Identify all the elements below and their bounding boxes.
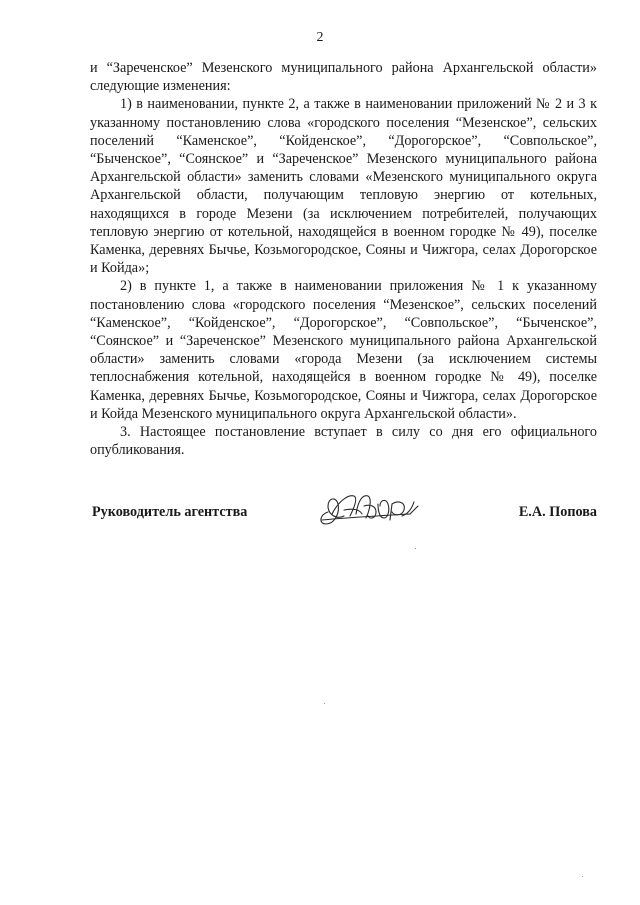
signature-block: [92, 484, 597, 534]
page-number: 2: [316, 30, 324, 45]
signatory-title: Руководитель агентства: [92, 504, 248, 520]
scan-speck: [415, 548, 416, 549]
paragraph-intro: и “Зареченское” Мезенского муниципального района Архангельской области» следующие изменения:: [90, 60, 597, 95]
signatory-name: Е.А. Попова: [518, 504, 597, 520]
handwritten-signature: [314, 484, 424, 534]
document-body: [90, 59, 597, 459]
paragraph-effective-date: 3. Настоящее постановление вступает в силу со дня его официального опубликования.: [90, 424, 597, 459]
paragraph-item-1: 1) в наименовании, пункте 2, а также в наименовании приложений № 2 и 3 к указанному постановлению слова «городского поселения “Мезенское”, сельских поселений “Каменское”, “Койденское”, “Дорогорское”, “Совпольское”, “Быченское”, “Соянское” и “Зареченское” Мезенского муниципального района Архангельской области» заменить словами «Мезенского муниципального округа Архангельской области, получающим тепловую энергию от котельных, находящихся в городе Мезени (за исключением потребителей, получающих тепловую энергию от котельной, находящейся в военном городке № 49), поселке Каменка, деревнях Бычье, Козьмогородское, Сояны и Чижгора, селах Дорогорское и Койда»;: [90, 96, 597, 277]
scan-speck: [582, 876, 583, 877]
paragraph-item-2: 2) в пункте 1, а также в наименовании приложения № 1 к указанному постановлению слова «городского поселения “Мезенское”, сельских поселений “Каменское”, “Койденское”, “Дорогорское”, “Совпольское”, “Быченское”, “Соянское” и “Зареченское” Мезенского муниципального района Архангельской области» заменить словами «города Мезени (за исключением системы теплоснабжения котельной, находящейся в военном городке № 49), поселке Каменка, деревнях Бычье, Козьмогородское, Сояны и Чижгора, селах Дорогорское и Койда Мезенского муниципального округа Архангельской области».: [90, 278, 597, 422]
scan-speck: [324, 703, 325, 704]
